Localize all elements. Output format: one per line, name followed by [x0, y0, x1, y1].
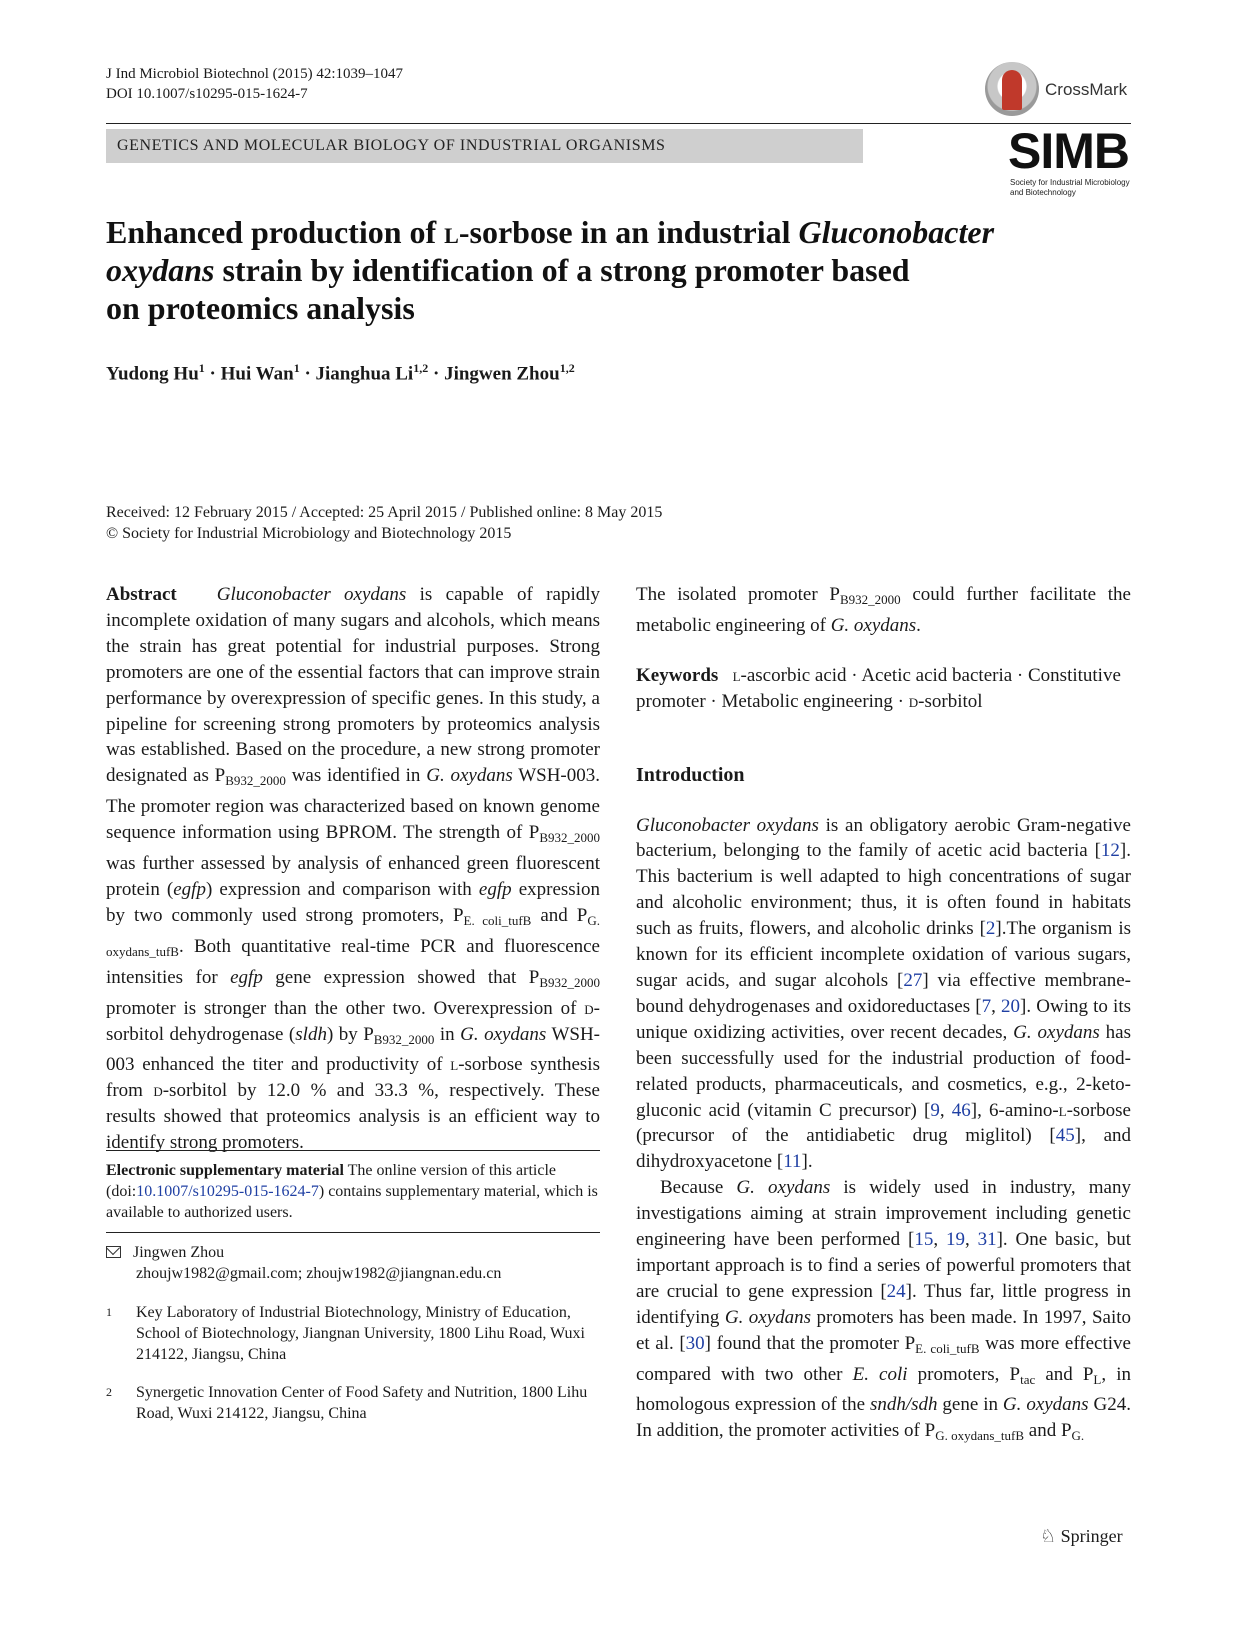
correspondence — [106, 1242, 600, 1284]
header-rule — [106, 123, 1131, 124]
abstract: Abstract Gluconobacter oxydans is capable of rapidly incomplete oxidation of many sugars and alcohols, which means the strain has great potential for industrial purposes. Strong promoters are one of the essential factors that can improve strain performance by overexpression of specific genes. In this study, a pipeline for screening strong promoters by proteomics analysis was established. Based on the procedure, a new strong promoter designated as $P_{B932\_2000}$ was identified in G. oxydans WSH-003. The promoter region was characterized based on known genome sequence information using BPROM. The strength of $P_{B932\_2000}$ was further assessed by analysis of enhanced green fluorescent protein (egfp) expression and comparison with egfp expression by two commonly used strong promoters, $P_{E. coli\_tufB}$ and $P_{G. oxydans\_tufB}$. Both quantitative real-time PCR and fluorescence intensities for egfp gene expression showed that $P_{B932\_2000}$ promoter is stronger than the other two. Overexpression of d-sorbitol dehydrogenase (sldh) by $P_{B932\_2000}$ in G. oxydans WSH-003 enhanced the titer and productivity of l-sorbose synthesis from d-sorbitol by 12.0 % and 33.3 %, respectively. These results showed that proteomics analysis is an efficient way to identify strong promoters. — [106, 584, 601, 1154]
simb-subtitle: Society for Industrial Microbiology and Biotechnology — [1010, 178, 1130, 197]
introduction-heading: Introduction — [636, 763, 745, 786]
publisher-logo — [1040, 1526, 1123, 1547]
footnote-rule — [106, 1232, 600, 1233]
author-name: Jingwen Zhou — [444, 363, 560, 385]
intro-paragraph-1: Gluconobacter oxydans is an obligatory aerobic Gram-negative bacterium, belonging to the family of acetic acid bacteria [12]. This bacterium is well adapted to high concentrations of sugar and alcoholic environment; thus, it is often found in habitats such as fruits, flowers, and alcoholic drinks [2].The organism is known for its efficient incomplete oxidation of various sugars, sugar acids, and sugar alcohols [27] via effective membrane-bound dehydrogenases and oxidoreductases [7, 20]. Owing to its unique oxidizing activities, over recent decades, G. oxydans has been successfully used for the industrial production of food-related products, pharmaceuticals, and cosmetics, e.g., 2-keto-gluconic acid (vitamin C precursor) [9, 46], 6-amino-l-sorbose (precursor of the antidiabetic drug miglitol) [45], and dihydroxyacetone [11]. — [636, 814, 1132, 1173]
citation-link[interactable]: 46 — [951, 1099, 971, 1121]
citation-link[interactable]: 7 — [981, 995, 992, 1017]
envelope-icon — [106, 1246, 121, 1258]
right-column — [636, 582, 1131, 1449]
abstract-continued: The isolated promoter $P_{B932\_2000}$ could further facilitate the metabolic engineering of G. oxydans. — [636, 584, 1131, 636]
crossmark-ribbon-icon — [1002, 70, 1022, 110]
article-title: Enhanced production of l-sorbose in an industrial Gluconobacter oxydans strain by identification of a strong promoter based on proteomics analysis — [106, 214, 995, 326]
springer-horse-icon: ♘ — [1040, 1526, 1057, 1546]
citation-link[interactable]: 19 — [945, 1229, 965, 1251]
journal-citation: J Ind Microbiol Biotechnol (2015) 42:1039–1047 — [106, 66, 404, 82]
citation-link[interactable]: 20 — [1001, 995, 1021, 1017]
citation-link[interactable]: 2 — [985, 918, 996, 940]
author-name: Jianghua Li — [315, 363, 414, 385]
citation-link[interactable]: 11 — [783, 1151, 802, 1173]
author-emails[interactable]: zhoujw1982@gmail.com; zhoujw1982@jiangnan.edu.cn — [136, 1265, 502, 1282]
journal-doi: DOI 10.1007/s10295-015-1624-7 — [106, 86, 308, 102]
author-name: Hui Wan — [220, 363, 294, 385]
author-name: Yudong Hu — [106, 363, 199, 385]
intro-paragraph-2: Because G. oxydans is widely used in industry, many investigations aiming at strain improvement including genetic engineering have been performed [15, 19, 31]. One basic, but important approach is to find a series of powerful promoters that are crucial to gene expression [24]. Thus far, little progress in identifying G. oxydans promoters has been made. In 1997, Saito et al. [30] found that the promoter $P_{E. coli\_tufB}$ was more effective compared with two other E. coli promoters, $P_{tac}$ and $P_L$, in homologous expression of the sndh/sdh gene in G. oxydans G24. In addition, the promoter activities of $P_{G. oxydans\_tufB}$ and $P_{G.}$ — [636, 1177, 1132, 1444]
citation-link[interactable]: 24 — [886, 1280, 906, 1302]
crossmark-label: CrossMark — [1045, 80, 1128, 99]
supplementary-note: Electronic supplementary material The online version of this article (doi:10.1007/s10295-015-1624-7) contains supplementary material, which is available to authorized users. — [106, 1162, 598, 1221]
abstract-heading: Abstract — [106, 584, 177, 605]
citation-link[interactable]: 27 — [903, 969, 923, 991]
citation-link[interactable]: 31 — [977, 1229, 997, 1251]
publication-dates: Received: 12 February 2015 / Accepted: 25 April 2015 / Published online: 8 May 2015 © Society for Industrial Microbiology and Biotechnology 2015 — [106, 504, 663, 542]
citation-link[interactable]: 9 — [930, 1099, 940, 1121]
citation-link[interactable]: 30 — [685, 1332, 705, 1354]
simb-logo: SIMB — [1008, 123, 1129, 179]
author-list: Yudong $Hu^1$ · Hui Wan$^1$ · Jianghua Li$^{1,2}$ · Jingwen Zhou$^{1,2}$ — [106, 361, 575, 385]
citation-link[interactable]: 12 — [1100, 840, 1120, 862]
journal-header — [106, 64, 403, 104]
section-banner: GENETICS AND MOLECULAR BIOLOGY OF INDUSTRIAL ORGANISMS — [106, 129, 863, 163]
supplementary-doi-link[interactable]: 10.1007/s10295-015-1624-7 — [136, 1183, 319, 1200]
citation-link[interactable]: 45 — [1055, 1125, 1075, 1147]
affiliation-1: 1 Key Laboratory of Industrial Biotechnology, Ministry of Education, School of Biotechnology, Jiangnan University, 1800 Lihu Road, Wuxi 214122, Jiangsu, China — [106, 1304, 585, 1363]
copyright-line: © Society for Industrial Microbiology and Biotechnology 2015 — [106, 525, 512, 542]
keywords: Keywords l-ascorbic acid · Acetic acid bacteria · Constitutive promoter · Metabolic engineering · d-sorbitol — [636, 664, 1121, 712]
affiliation-2: 2 Synergetic Innovation Center of Food Safety and Nutrition, 1800 Lihu Road, Wuxi 214122, Jiangsu, China — [106, 1384, 588, 1422]
corresponding-author: Jingwen Zhou — [133, 1244, 225, 1261]
publisher-name: Springer — [1060, 1526, 1123, 1546]
citation-link[interactable]: 15 — [914, 1229, 934, 1251]
footnote-rule — [106, 1150, 600, 1151]
crossmark-badge[interactable] — [985, 62, 1135, 122]
